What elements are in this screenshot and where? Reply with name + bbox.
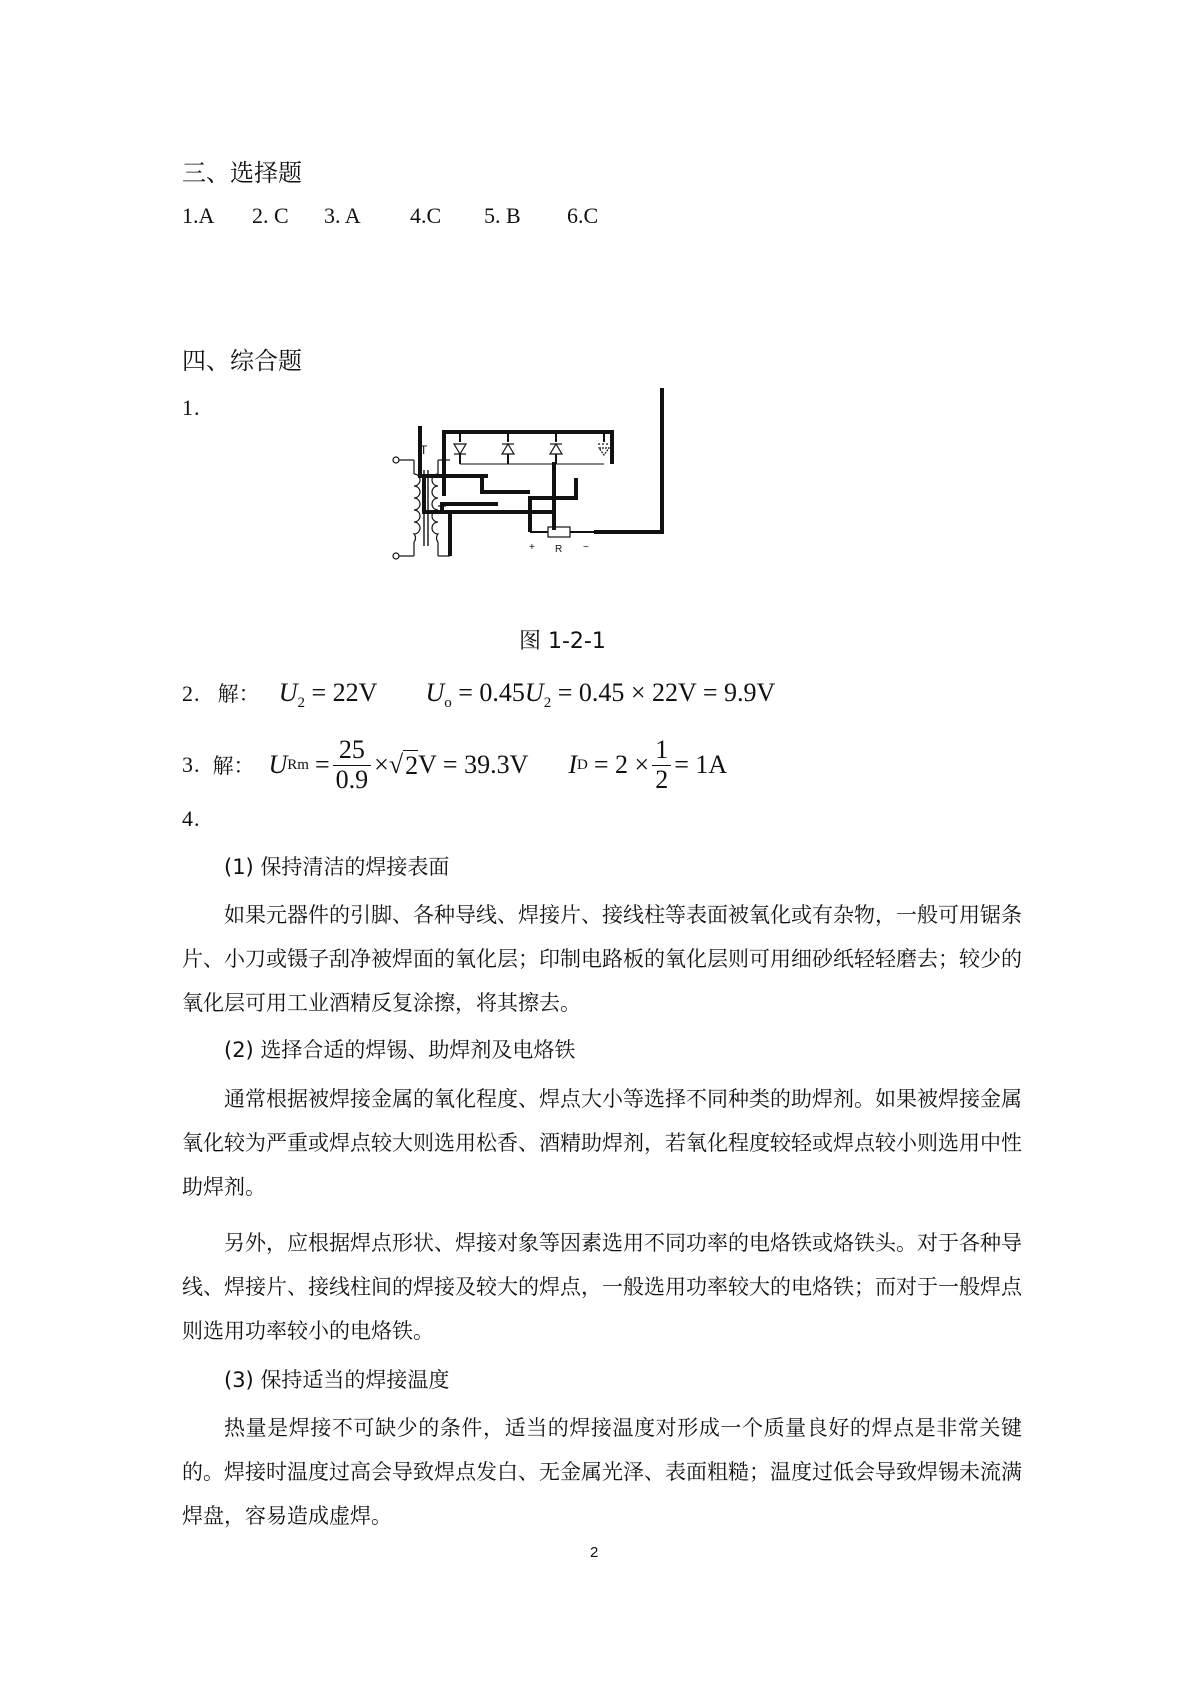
minus-label: − bbox=[583, 542, 589, 553]
q2-line bbox=[182, 678, 775, 714]
answer-2: 2. C bbox=[252, 203, 289, 228]
q3-solve-label: 解： bbox=[212, 754, 255, 778]
q4-item1-paragraph: 如果元器件的引脚、各种导线、焊接片、接线柱等表面被氧化或有杂物，一般可用锯条片、小刀或镊子刮净被焊面的氧化层；印制电路板的氧化层则可用细砂纸轻轻磨去；较少的氧化层可用工业酒精反复涂擦，将其擦去。 bbox=[182, 903, 1022, 1015]
answer-5: 5. B bbox=[484, 203, 521, 228]
q4-number: 4. bbox=[182, 806, 201, 831]
section4-heading: 四、综合题 bbox=[182, 347, 302, 375]
answer-6: 6.C bbox=[567, 203, 599, 228]
answer-4: 4.C bbox=[410, 203, 442, 228]
plus-label: + bbox=[529, 542, 535, 553]
q4-item2-paragraph2: 另外，应根据焊点形状、焊接对象等因素选用不同功率的电烙铁或烙铁头。对于各种导线、焊接片、接线柱间的焊接及较大的焊点，一般选用功率较大的电烙铁；而对于一般焊点则选用功率较小的电烙铁。 bbox=[182, 1231, 1022, 1343]
rectifier-circuit-diagram bbox=[380, 388, 730, 598]
choice-answers bbox=[182, 203, 782, 233]
fraction-1-over-2: $\frac{1}{2}$ bbox=[652, 736, 671, 794]
q4-item2-paragraph1: 通常根据被焊接金属的氧化程度、焊点大小等选择不同种类的助焊剂。如果被焊接金属氧化较为严重或焊点较大则选用松香、酒精助焊剂，若氧化程度较轻或焊点较小则选用中性助焊剂。 bbox=[182, 1087, 1022, 1199]
q4-item3-title: (3) 保持适当的焊接温度 bbox=[224, 1368, 450, 1392]
q3-equation-urm: U Rm = $\frac{25}{0.9}$ × √ 2 V = 39.3V bbox=[268, 734, 529, 794]
fraction-25-over-0.9: $\frac{25}{0.9}$ bbox=[333, 736, 372, 794]
q2-equation-uo: $U_o = 0.45U_2 = 0.45 \times 22V = 9.9V$ bbox=[425, 678, 776, 711]
q3-line bbox=[182, 730, 727, 800]
section3-heading: 三、选择题 bbox=[182, 159, 302, 187]
resistor-label: R bbox=[555, 544, 563, 555]
q2-number: 2. bbox=[182, 681, 201, 706]
page-number: 2 bbox=[590, 1544, 599, 1561]
figure-caption: 图 1-2-1 bbox=[519, 629, 606, 654]
answer-3: 3. A bbox=[324, 203, 361, 228]
q2-equation-u2: $U_2 = 22V$ bbox=[278, 678, 377, 711]
diode-bridge bbox=[454, 432, 610, 464]
q2-solve-label: 解： bbox=[217, 682, 260, 706]
load-resistor bbox=[530, 527, 594, 537]
q4-item1-title: (1) 保持清洁的焊接表面 bbox=[224, 855, 450, 879]
transformer-label: T bbox=[420, 443, 428, 457]
answer-1: 1.A bbox=[182, 203, 215, 228]
q4-item2-title: (2) 选择合适的焊锡、助焊剂及电烙铁 bbox=[224, 1038, 576, 1062]
primary-winding bbox=[393, 457, 420, 559]
q3-number: 3. bbox=[182, 752, 201, 777]
q4-item3-paragraph: 热量是焊接不可缺少的条件，适当的焊接温度对形成一个质量良好的焊点是非常关键的。焊接时温度过高会导致焊点发白、无金属光泽、表面粗糙；温度过低会导致焊锡未流满焊盘，容易造成虚焊。 bbox=[182, 1416, 1022, 1528]
q3-equation-id: I D = 2 × $\frac{1}{2}$ = 1A bbox=[568, 734, 728, 794]
q1-number: 1. bbox=[182, 395, 201, 420]
